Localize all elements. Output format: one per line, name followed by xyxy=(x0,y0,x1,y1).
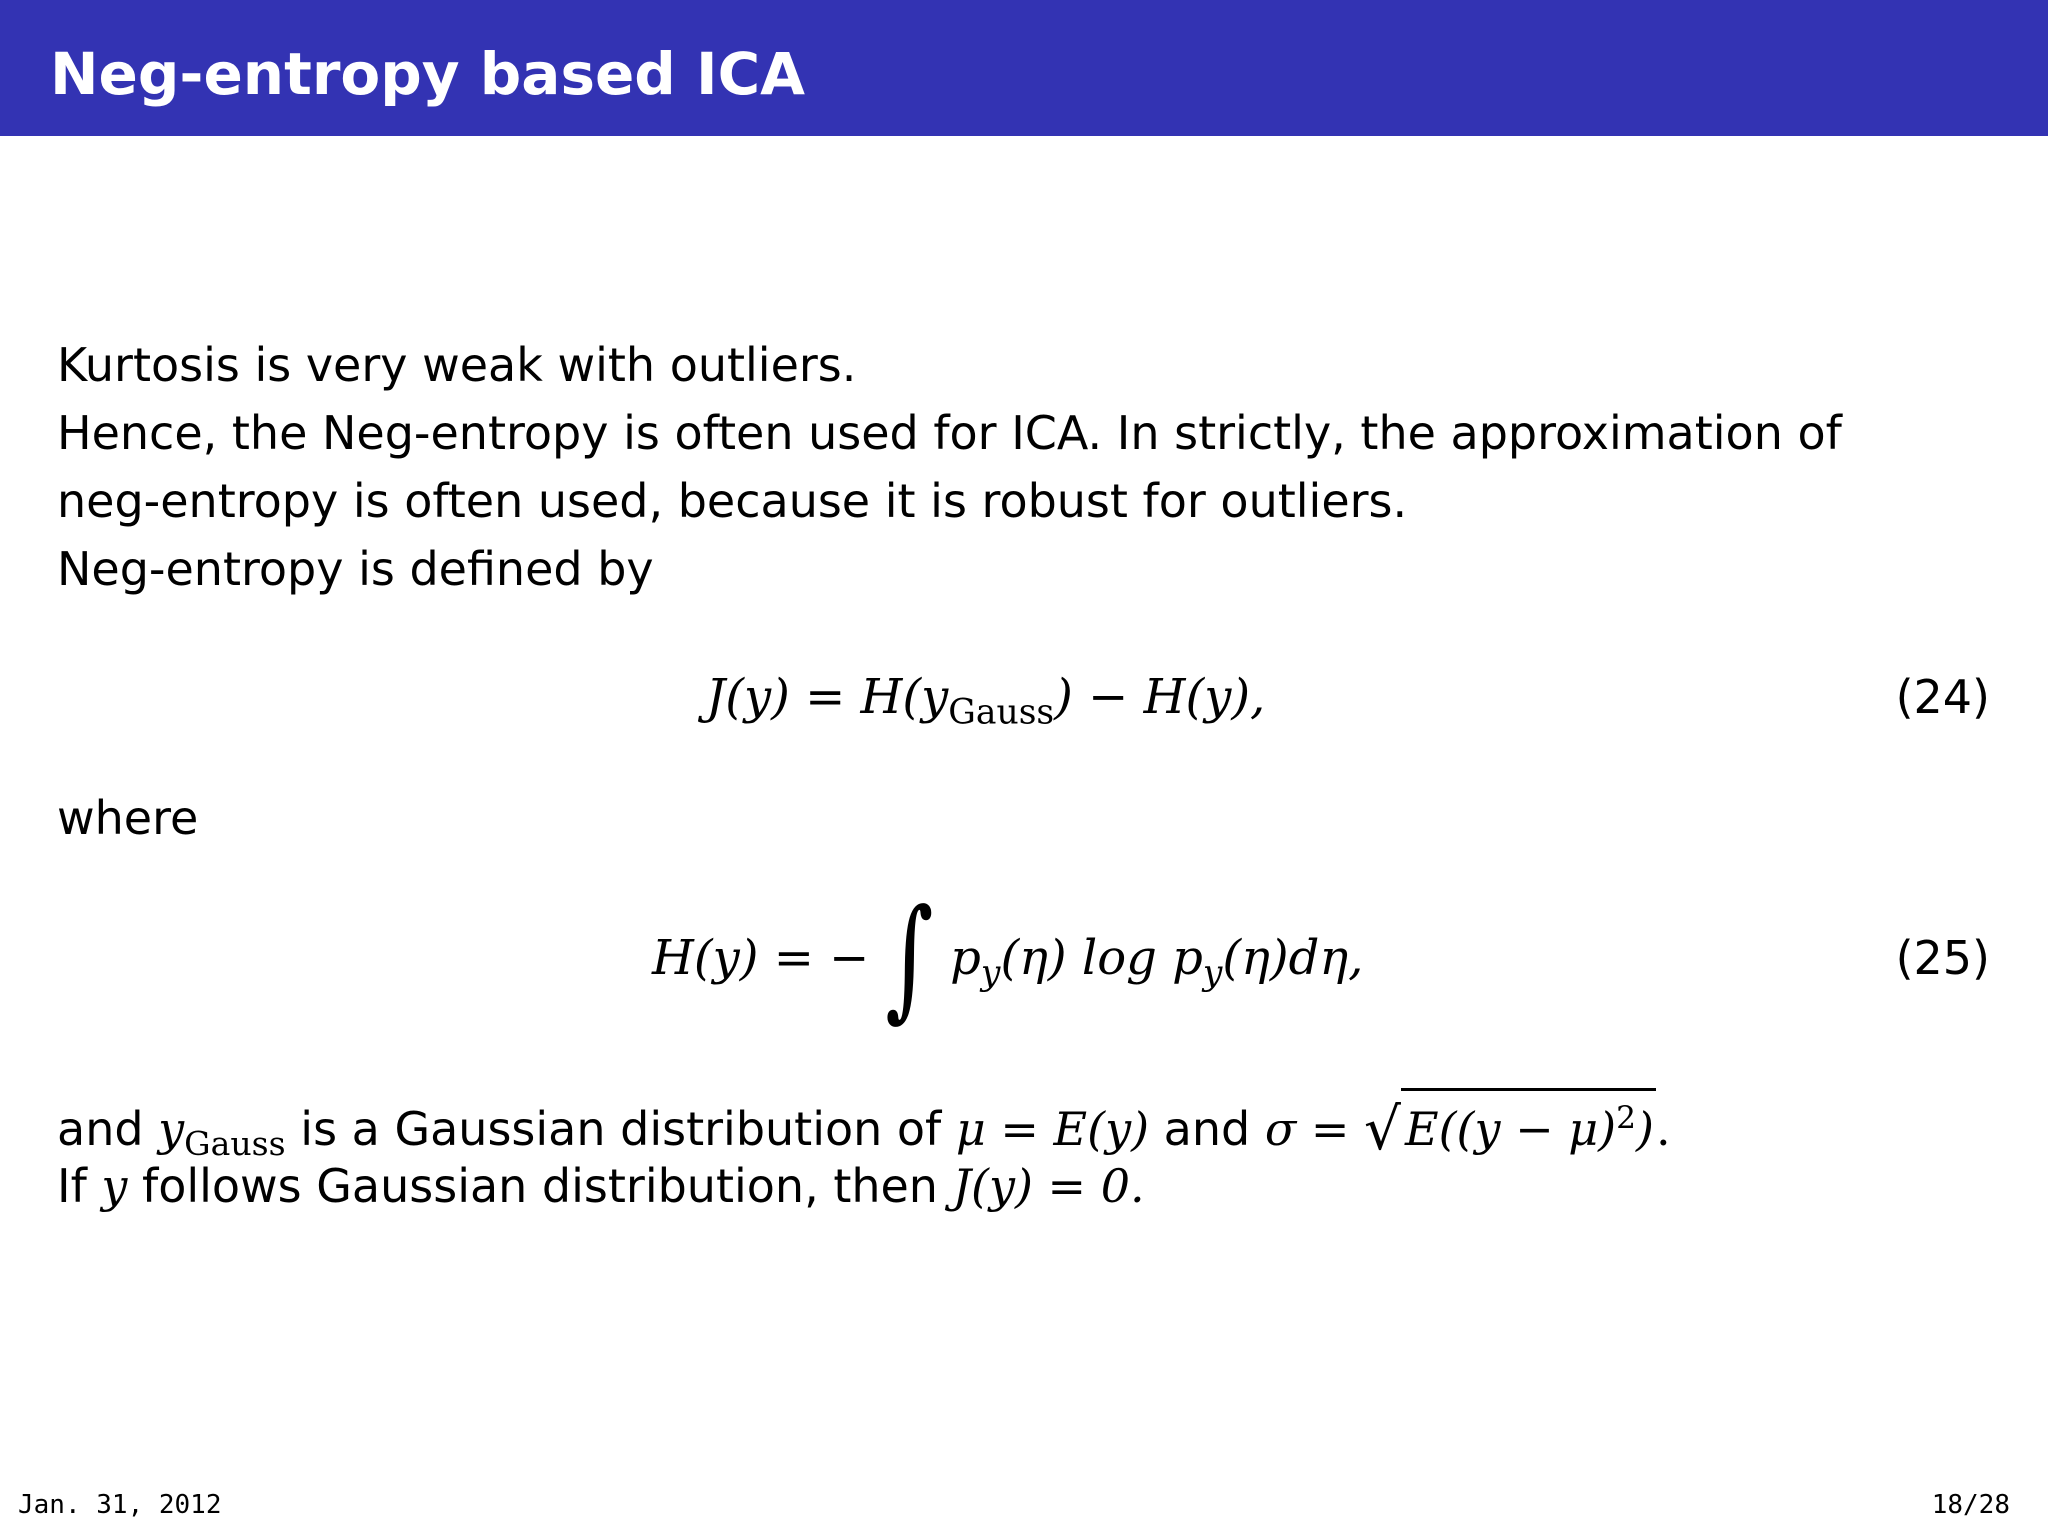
sigma-lhs: σ = xyxy=(1264,1102,1350,1157)
gaussian-text: is a Gaussian distribution of xyxy=(300,1102,942,1157)
sqrt-inner: E((y − μ) xyxy=(1405,1102,1617,1157)
body-line-3: neg-entropy is often used, because it is robust for outliers. xyxy=(57,474,1408,528)
eq25-tail: (η)dη, xyxy=(1222,930,1364,986)
eq25-mid: (η) log p xyxy=(1000,930,1203,986)
eq25-lhs: H(y) = − xyxy=(652,930,870,986)
square-root xyxy=(1364,1088,1656,1164)
eq25-sub1: y xyxy=(980,953,1001,994)
slide-title: Neg-entropy based ICA xyxy=(50,40,806,108)
where-text: where xyxy=(57,791,199,845)
equation-24 xyxy=(706,667,1265,742)
follows-text: follows Gaussian distribution, then xyxy=(142,1159,938,1213)
footer-page-number: 18/28 xyxy=(1931,1490,2010,1520)
gaussian-condition-line xyxy=(57,1156,1145,1216)
title-bar xyxy=(0,0,2048,136)
sqrt-superscript: 2 xyxy=(1616,1100,1636,1136)
j-zero: J(y) = 0. xyxy=(952,1159,1145,1213)
body-line-2: Hence, the Neg-entropy is often used for ICA. In strictly, the approximation of xyxy=(57,406,1842,460)
sentence-period: . xyxy=(1655,1102,1671,1157)
eq25-integrand: p xyxy=(950,930,981,986)
and-word-2: and xyxy=(1163,1102,1251,1157)
eq24-lhs: J(y) = H(y xyxy=(706,669,949,725)
if-word: If xyxy=(57,1159,87,1213)
y-gauss-var: y xyxy=(158,1102,185,1157)
body-line-1: Kurtosis is very weak with outliers. xyxy=(57,338,857,392)
mu-definition: μ = E(y) xyxy=(955,1102,1150,1157)
body-line-4: Neg-entropy is defined by xyxy=(57,542,654,596)
equation-number-24: (24) xyxy=(1895,670,1990,724)
y-gauss-subscript: Gauss xyxy=(184,1124,286,1164)
equation-25 xyxy=(652,881,1364,1036)
integral-sign: ∫ xyxy=(885,881,934,1036)
and-word: and xyxy=(57,1102,144,1157)
eq24-subscript: Gauss xyxy=(948,692,1055,733)
y-var: y xyxy=(101,1159,128,1213)
sqrt-close: ) xyxy=(1636,1102,1654,1157)
footer-date: Jan. 31, 2012 xyxy=(18,1490,222,1520)
sqrt-icon: √ xyxy=(1364,1095,1401,1164)
equation-number-25: (25) xyxy=(1895,931,1990,985)
sqrt-radicand xyxy=(1401,1088,1656,1157)
eq25-sub2: y xyxy=(1202,953,1223,994)
eq24-rhs: ) − H(y), xyxy=(1054,669,1266,725)
